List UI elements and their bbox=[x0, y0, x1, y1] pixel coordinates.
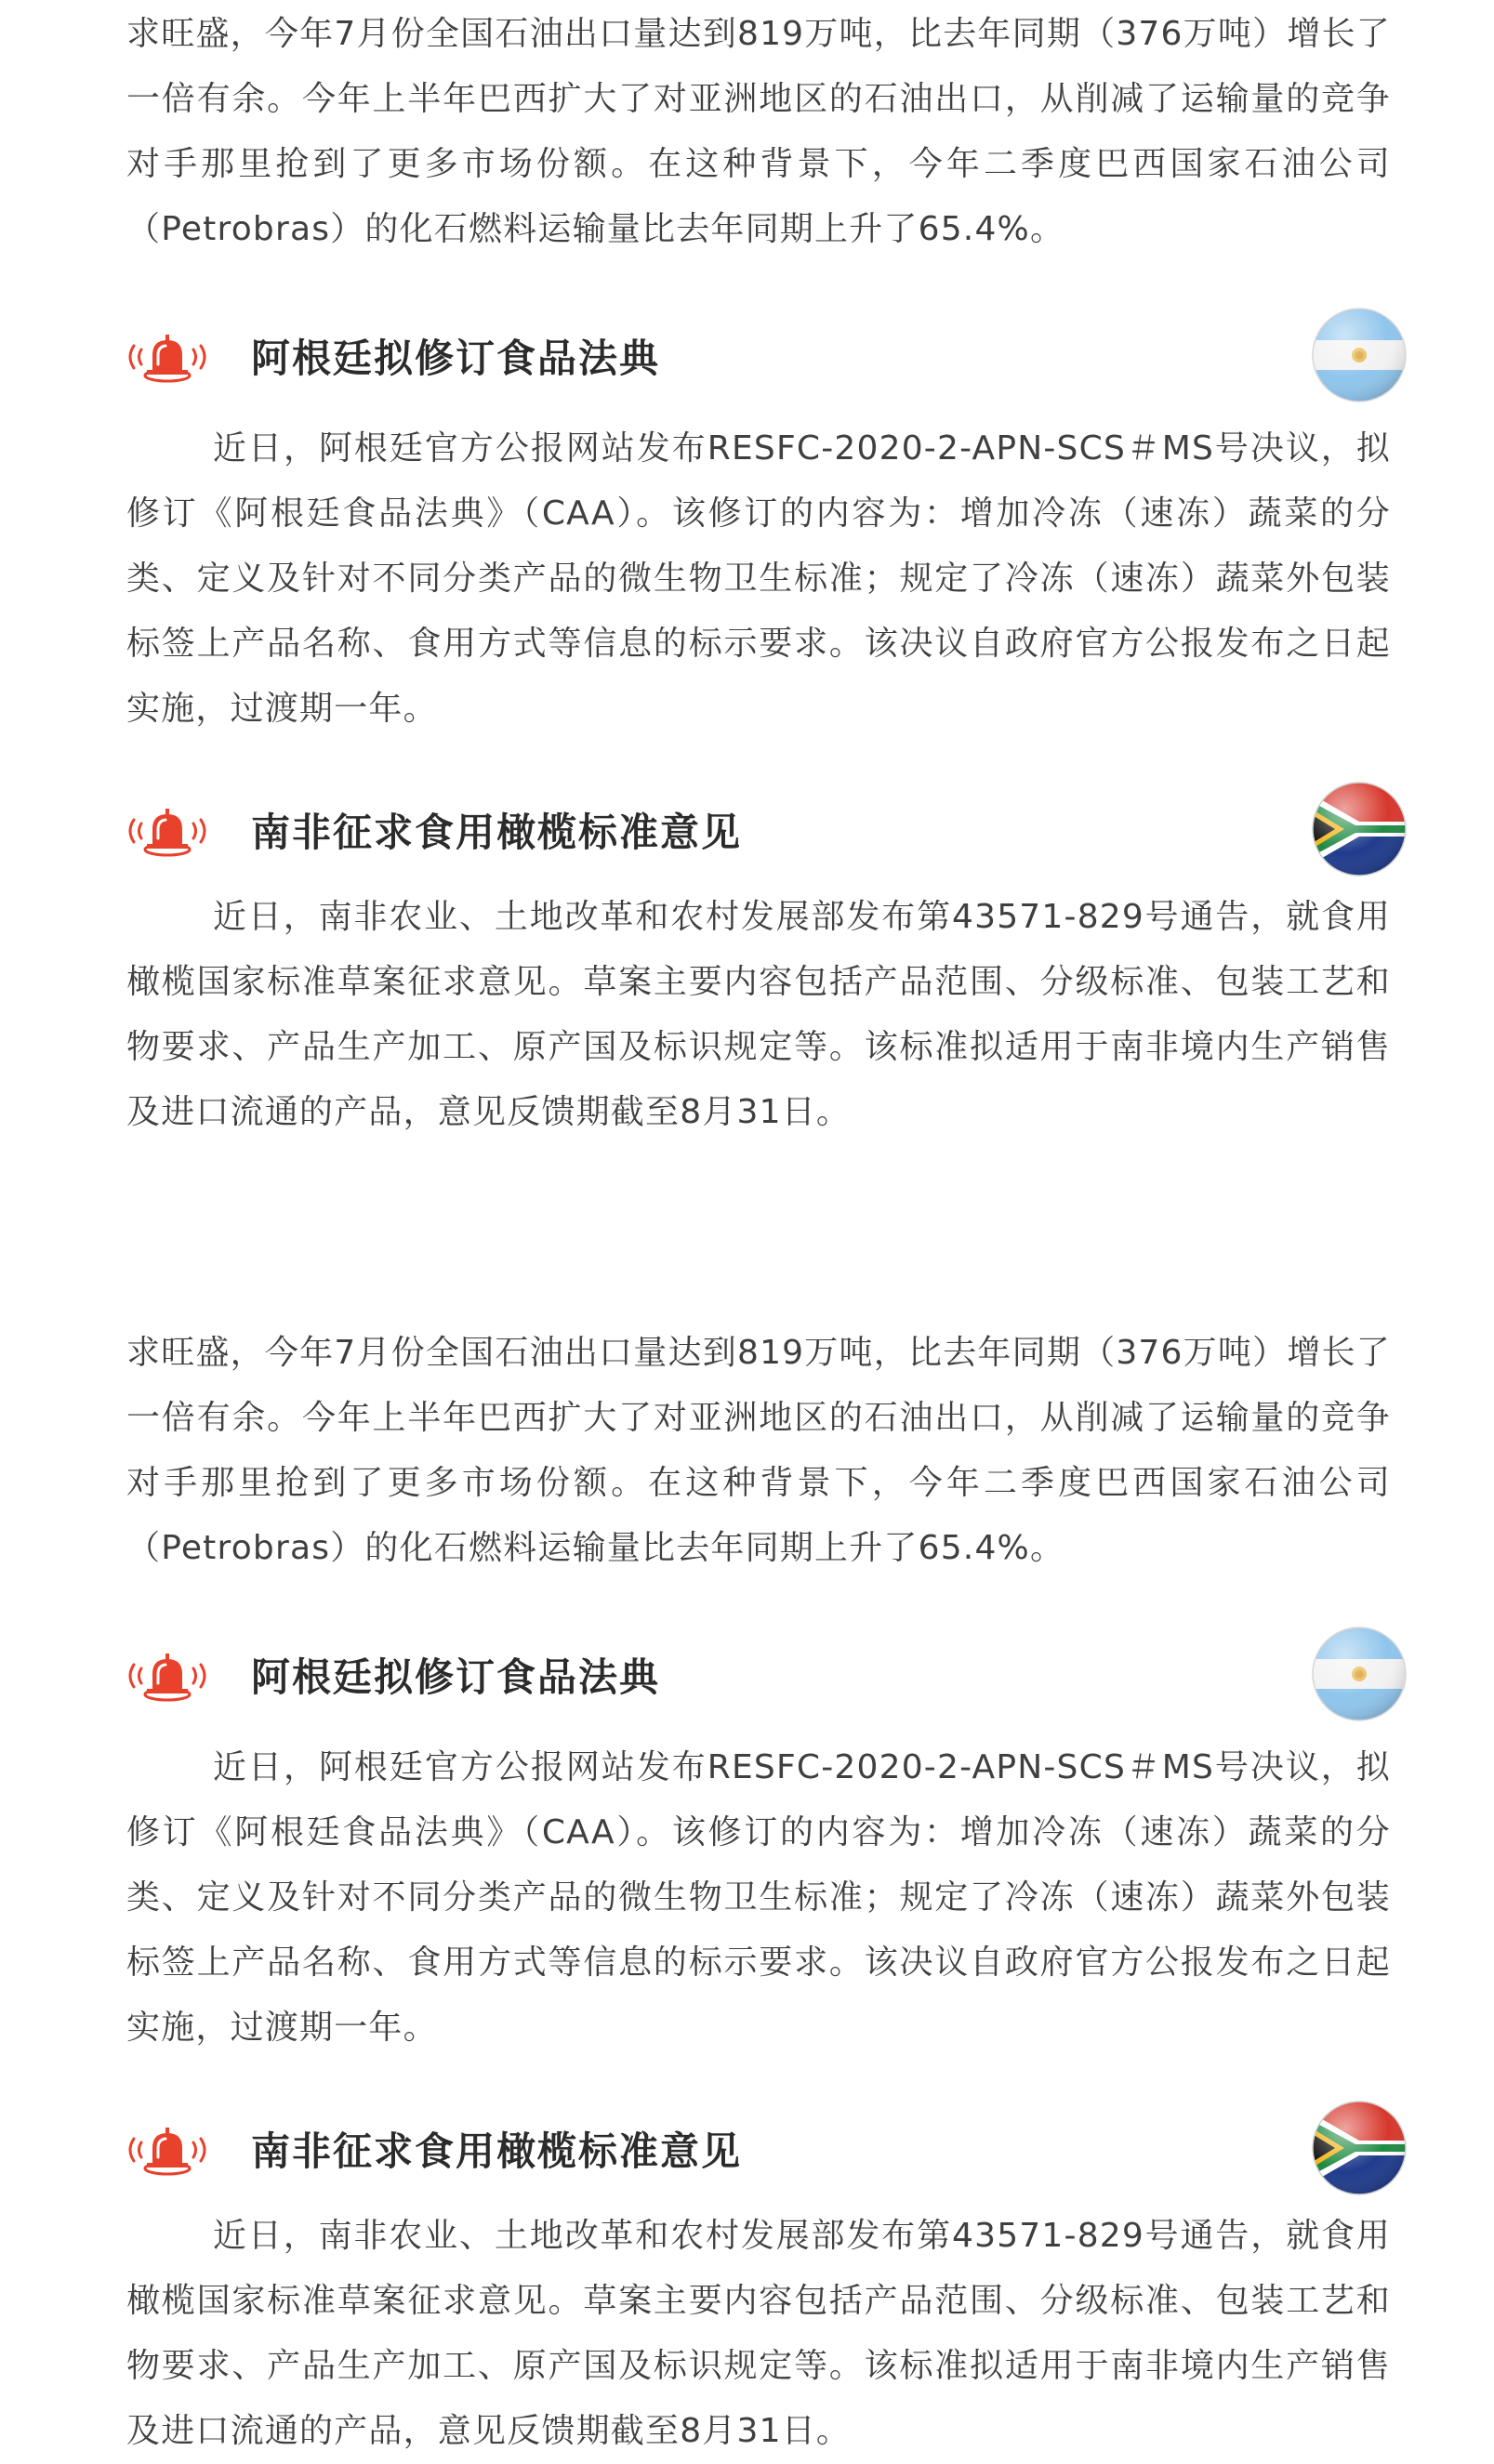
intro-paragraph: 求旺盛，今年7月份全国石油出口量达到819万吨，比去年同期（376万吨）增长了一倍有余。今年上半年巴西扩大了对亚洲地区的石油出口，从削减了运输量的竞争对手那里抢到了更多市场份额。在这种背景下，今年二季度巴西国家石油公司（Petrobras）的化石燃料运输量比去年同期上升了65.4%。 bbox=[126, 1334, 1391, 1567]
argentina-flag-icon bbox=[1311, 1626, 1408, 1722]
bell-icon bbox=[121, 801, 214, 861]
news-title: 阿根廷拟修订食品法典 bbox=[251, 336, 661, 381]
news-title: 南非征求食用橄榄标准意见 bbox=[251, 810, 743, 855]
news-title: 阿根廷拟修订食品法典 bbox=[251, 1654, 661, 1700]
news-body-argentina: 近日，阿根廷官方公报网站发布RESFC-2020-2-APN-SCS＃MS号决议，拟修订《阿根廷食品法典》（CAA）。该修订的内容为：增加冷冻（速冻）蔬菜的分类、定义及针对不同分类产品的微生物卫生标准；规定了冷冻（速冻）蔬菜外包装标签上产品名称、食用方式等信息的标示要求。该决议自政府官方公报发布之日起实施，过渡期一年。 bbox=[126, 1748, 1391, 2047]
news-body-south-africa: 近日，南非农业、土地改革和农村发展部发布第43571-829号通告，就食用橄榄国家标准草案征求意见。草案主要内容包括产品范围、分级标准、包装工艺和物要求、产品生产加工、原产国及标识规定等。该标准拟适用于南非境内生产销售及进口流通的产品，意见反馈期截至8月31日。 bbox=[126, 2217, 1391, 2450]
south-africa-flag-icon bbox=[1311, 781, 1408, 877]
bell-icon bbox=[121, 327, 214, 387]
news-body-argentina: 近日，阿根廷官方公报网站发布RESFC-2020-2-APN-SCS＃MS号决议，拟修订《阿根廷食品法典》（CAA）。该修订的内容为：增加冷冻（速冻）蔬菜的分类、定义及针对不同分类产品的微生物卫生标准；规定了冷冻（速冻）蔬菜外包装标签上产品名称、食用方式等信息的标示要求。该决议自政府官方公报发布之日起实施，过渡期一年。 bbox=[126, 429, 1391, 728]
news-heading-argentina bbox=[121, 1626, 1404, 1728]
bell-icon bbox=[121, 1646, 214, 1706]
south-africa-flag-icon bbox=[1311, 2100, 1408, 2196]
bell-icon bbox=[121, 2120, 214, 2180]
argentina-flag-icon bbox=[1311, 307, 1408, 403]
news-heading-argentina bbox=[121, 307, 1404, 409]
intro-paragraph: 求旺盛，今年7月份全国石油出口量达到819万吨，比去年同期（376万吨）增长了一倍有余。今年上半年巴西扩大了对亚洲地区的石油出口，从削减了运输量的竞争对手那里抢到了更多市场份额。在这种背景下，今年二季度巴西国家石油公司（Petrobras）的化石燃料运输量比去年同期上升了65.4%。 bbox=[126, 15, 1391, 248]
news-body-south-africa: 近日，南非农业、土地改革和农村发展部发布第43571-829号通告，就食用橄榄国家标准草案征求意见。草案主要内容包括产品范围、分级标准、包装工艺和物要求、产品生产加工、原产国及标识规定等。该标准拟适用于南非境内生产销售及进口流通的产品，意见反馈期截至8月31日。 bbox=[126, 898, 1391, 1131]
news-title: 南非征求食用橄榄标准意见 bbox=[251, 2128, 743, 2174]
news-heading-south-africa bbox=[121, 781, 1404, 883]
news-heading-south-africa bbox=[121, 2100, 1404, 2202]
